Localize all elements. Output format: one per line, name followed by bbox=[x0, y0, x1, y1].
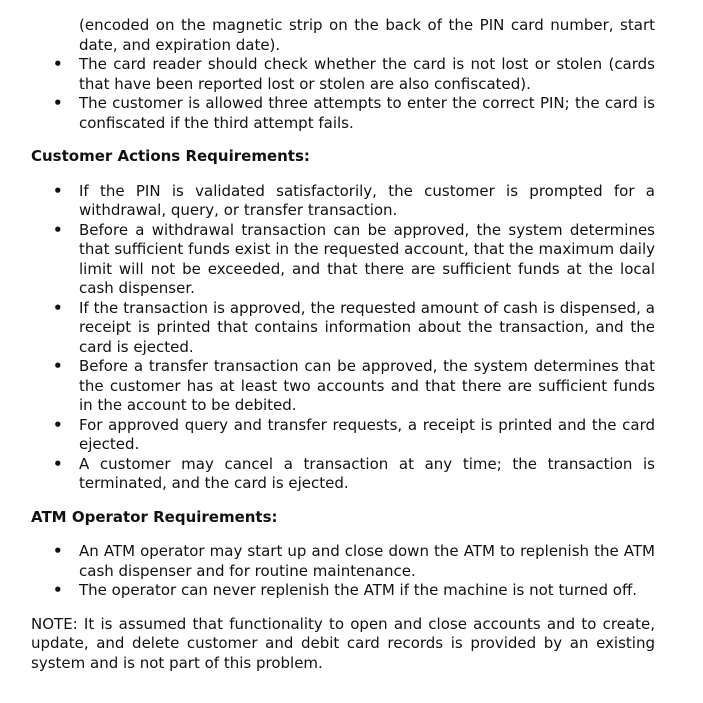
bullet-icon: • bbox=[53, 55, 63, 73]
bullet-icon: • bbox=[53, 357, 63, 375]
list-item-text: For approved query and transfer requests, a receipt is printed and the card ejected. bbox=[79, 415, 655, 453]
list-item bbox=[31, 221, 655, 299]
atm-operator-heading: ATM Operator Requirements: bbox=[31, 507, 278, 526]
customer-actions-list bbox=[31, 182, 655, 494]
list-item bbox=[31, 182, 655, 221]
list-item-text: A customer may cancel a transaction at any time; the transaction is terminated, and the card is ejected. bbox=[79, 454, 655, 492]
list-item bbox=[31, 299, 655, 358]
list-item bbox=[31, 455, 655, 494]
note-paragraph: NOTE: It is assumed that functionality to open and close accounts and to create, update, and delete customer and debit card records is provided by an existing system and is not part of this problem. bbox=[31, 614, 655, 672]
list-item bbox=[31, 581, 655, 601]
intro-continuation: (encoded on the magnetic strip on the back of the PIN card number, start date, and expiration date). bbox=[79, 16, 655, 54]
bullet-icon: • bbox=[53, 94, 63, 112]
customer-actions-heading: Customer Actions Requirements: bbox=[31, 147, 310, 165]
list-item-text: The customer is allowed three attempts to enter the correct PIN; the card is confiscated if the third attempt fails. bbox=[79, 94, 655, 132]
list-item bbox=[31, 416, 655, 455]
list-item bbox=[31, 55, 655, 94]
bullet-icon: • bbox=[53, 220, 63, 239]
list-item-text: The operator can never replenish the ATM if the machine is not turned off. bbox=[79, 581, 638, 599]
list-item-text: Before a transfer transaction can be approved, the system determines that the customer has at least two accounts and that there are sufficient funds in the account to be debited. bbox=[79, 357, 655, 414]
bullet-icon: • bbox=[53, 415, 63, 434]
list-item-text: The card reader should check whether the card is not lost or stolen (cards that have been reported lost or stolen are also confiscated). bbox=[79, 55, 655, 93]
list-item-text: An ATM operator may start up and close down the ATM to replenish the ATM cash dispenser and for routine maintenance. bbox=[79, 542, 655, 580]
bullet-icon: • bbox=[53, 454, 63, 473]
atm-operator-list bbox=[31, 542, 655, 601]
bullet-icon: • bbox=[53, 298, 63, 317]
list-item-text: If the PIN is validated satisfactorily, the customer is prompted for a withdrawal, query, or transfer transaction. bbox=[79, 181, 655, 219]
list-item-text: If the transaction is approved, the requested amount of cash is dispensed, a receipt is printed that contains information about the transaction, and the card is ejected. bbox=[79, 298, 655, 356]
bullet-icon: • bbox=[53, 181, 63, 200]
list-item bbox=[31, 542, 655, 581]
list-item bbox=[31, 94, 655, 133]
bullet-icon: • bbox=[53, 581, 63, 599]
list-item bbox=[31, 357, 655, 416]
intro-list bbox=[31, 55, 655, 133]
list-item-text: Before a withdrawal transaction can be approved, the system determines that sufficient funds exist in the requested account, that the maximum daily limit will not be exceeded, and that there are sufficient funds at the local cash dispenser. bbox=[79, 220, 655, 297]
bullet-icon: • bbox=[53, 542, 63, 560]
